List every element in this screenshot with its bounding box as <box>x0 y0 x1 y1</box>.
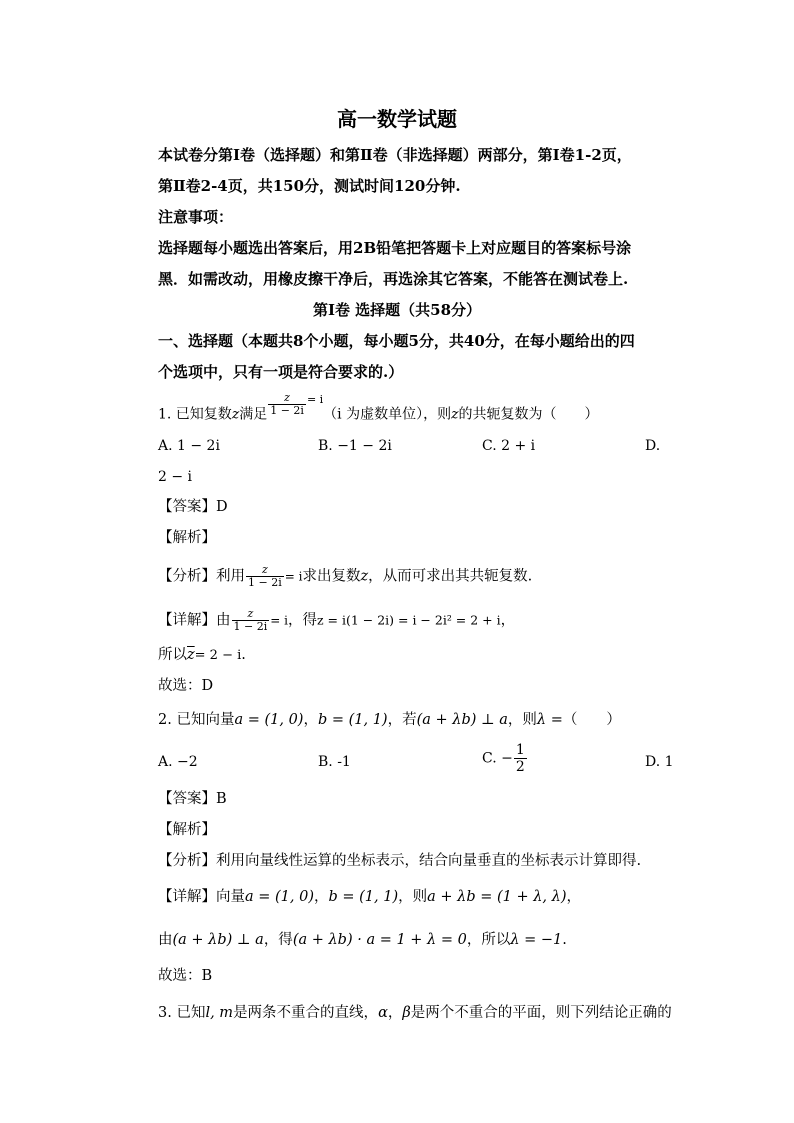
q1-option-d-value: 2 − i <box>158 469 193 485</box>
q2-stem-g: ，则 <box>507 712 537 728</box>
q2-you-g: . <box>562 932 567 948</box>
q2-option-c <box>482 742 528 775</box>
intro-line-1: 本试卷分第Ⅰ卷（选择题）和第Ⅱ卷（非选择题）两部分，第Ⅰ卷1-2页， <box>158 146 632 164</box>
q1-fenxi-b: 求出复数 <box>302 568 361 585</box>
q3-stem-e: ， <box>387 1005 403 1021</box>
q1-stem-c: （i 为虚数单位），则 <box>323 406 452 423</box>
q2-you-e: ，所以 <box>466 932 511 948</box>
q2-stem-i: （ ） <box>562 712 621 728</box>
q2-you-f: λ = −1 <box>510 932 563 948</box>
q1-fenxi-frac-den: 1 − 2i <box>248 576 282 589</box>
page-title: 高一数学试题 <box>337 107 457 131</box>
q1-suoyi-a: 所以 <box>158 647 187 663</box>
q2-option-c-den: 2 <box>515 759 525 775</box>
q1-var: z <box>231 406 240 423</box>
q2-option-c-num: 1 <box>515 742 525 758</box>
q2-stem-c: ， <box>303 712 318 728</box>
q1-frac-den: 1 − 2i <box>270 404 304 417</box>
q1-fenxi-frac <box>246 564 284 589</box>
q1-xiangjie-frac-den: 1 − 2i <box>233 620 268 633</box>
q2-you-a: 由 <box>158 932 173 948</box>
notice-line-1: 选择题每小题选出答案后，用2B铅笔把答题卡上对应题目的答案标号涂 <box>158 239 632 257</box>
q2-option-c-label: C. − <box>482 750 513 767</box>
q1-suoyi-c: = 2 − i <box>194 648 242 663</box>
q2-option-c-frac <box>514 742 527 775</box>
q2-xiangjie-e: ，则 <box>398 889 428 905</box>
q2-option-a: A. −2 <box>158 754 198 770</box>
q1-choice: 故选：D <box>158 678 214 694</box>
q2-xiangjie <box>158 887 581 907</box>
q1-fenxi-eq: = i <box>284 569 303 584</box>
section-heading-2: 个选项中，只有一项是符合要求的.） <box>158 363 404 381</box>
section-title: 第Ⅰ卷 选择题（共58分） <box>312 301 482 319</box>
q1-fenxi-var: z <box>360 568 369 585</box>
q1-xiangjie-a: 【详解】由 <box>158 612 231 629</box>
q3-stem <box>158 1003 672 1023</box>
q1-suoyi <box>158 645 246 666</box>
q2-stem-f: (a + λb) ⊥ a <box>416 712 508 728</box>
q1-eq: = i <box>306 392 324 406</box>
q2-stem-d: b = (1, 1) <box>317 712 388 728</box>
q2-xiangjie-a: 【详解】向量 <box>158 889 245 905</box>
q2-you <box>158 930 567 950</box>
q2-xiangjie-f: a + λb = (1 + λ, λ) <box>427 889 567 905</box>
q1-xiangjie-frac-num: z <box>247 607 254 620</box>
q1-fenxi-a: 【分析】利用 <box>158 568 245 585</box>
q1-xiangjie-b: ，得 <box>287 612 317 629</box>
q1-xiangjie <box>158 608 515 633</box>
q2-stem-h: λ = <box>536 712 563 728</box>
q1-var-2: z <box>451 406 459 423</box>
q2-xiangjie-g: ， <box>566 889 581 905</box>
q2-answer: 【答案】B <box>158 791 227 807</box>
q3-stem-b: l, m <box>205 1005 234 1021</box>
q1-fraction <box>268 392 306 417</box>
q2-stem-b: a = (1, 0) <box>234 712 304 728</box>
q1-xiangjie-eq: = i <box>270 613 288 628</box>
q1-xiangjie-d: ， <box>500 612 516 629</box>
q2-analysis-label: 【解析】 <box>158 822 216 838</box>
q1-suoyi-d: . <box>241 647 246 663</box>
q2-you-b: (a + λb) ⊥ a <box>172 932 264 948</box>
q2-you-d: (a + λb) · a = 1 + λ = 0 <box>292 932 467 948</box>
q3-stem-a: 3. 已知 <box>158 1005 206 1021</box>
q3-stem-g: 是两个不重合的平面，则下列结论正确的 <box>410 1005 672 1021</box>
q1-answer: 【答案】D <box>158 499 228 515</box>
q1-xiangjie-c: z = i(1 − 2i) = i − 2i² = 2 + i <box>316 612 501 628</box>
q2-stem-e: ，若 <box>387 712 417 728</box>
q1-stem <box>158 391 599 427</box>
q2-choice: 故选：B <box>158 968 213 984</box>
q2-xiangjie-d: b = (1, 1) <box>328 889 399 905</box>
q1-frac-num: z <box>284 391 290 404</box>
q2-option-d: D. 1 <box>645 754 674 770</box>
notice-line-2: 黑．如需改动，用橡皮擦干净后，再选涂其它答案，不能答在测试卷上. <box>158 270 629 288</box>
q2-xiangjie-c: ， <box>314 889 329 905</box>
q1-fenxi-frac-num: z <box>261 563 268 576</box>
q1-fenxi-c: ，从而可求出其共轭复数. <box>368 568 533 585</box>
section-heading-1: 一、选择题（本题共8个小题，每小题5分，共40分，在每小题给出的四 <box>158 332 635 350</box>
q2-you-c: ，得 <box>263 932 293 948</box>
q1-option-c: C. 2 + i <box>482 438 536 454</box>
q1-xiangjie-frac <box>232 608 270 633</box>
q1-option-b: B. −1 − 2i <box>318 438 392 454</box>
q1-analysis-label: 【解析】 <box>158 530 216 546</box>
q2-stem-a: 2. 已知向量 <box>158 712 235 728</box>
q1-option-a: A. 1 − 2i <box>158 438 220 454</box>
q2-xiangjie-b: a = (1, 0) <box>245 889 314 905</box>
q3-stem-d: α <box>378 1005 388 1021</box>
q1-stem-a: 1. 已知复数 <box>158 406 232 423</box>
q1-option-d: D. <box>645 438 661 454</box>
intro-line-2: 第Ⅱ卷2-4页，共150分，测试时间120分钟. <box>158 177 461 195</box>
q3-stem-c: 是两条不重合的直线， <box>233 1005 379 1021</box>
q2-stem <box>158 710 621 730</box>
q1-fenxi <box>158 564 532 589</box>
q1-stem-b: 满足 <box>239 406 268 423</box>
notice-label: 注意事项： <box>158 208 234 226</box>
q1-stem-d: 的共轭复数为（ ） <box>458 406 599 423</box>
q2-option-b: B. -1 <box>318 754 351 770</box>
q2-fenxi: 【分析】利用向量线性运算的坐标表示，结合向量垂直的坐标表示计算即得. <box>158 853 642 869</box>
q1-suoyi-b: $\overline{z}$ <box>187 647 195 663</box>
q3-stem-f: β <box>402 1005 411 1021</box>
